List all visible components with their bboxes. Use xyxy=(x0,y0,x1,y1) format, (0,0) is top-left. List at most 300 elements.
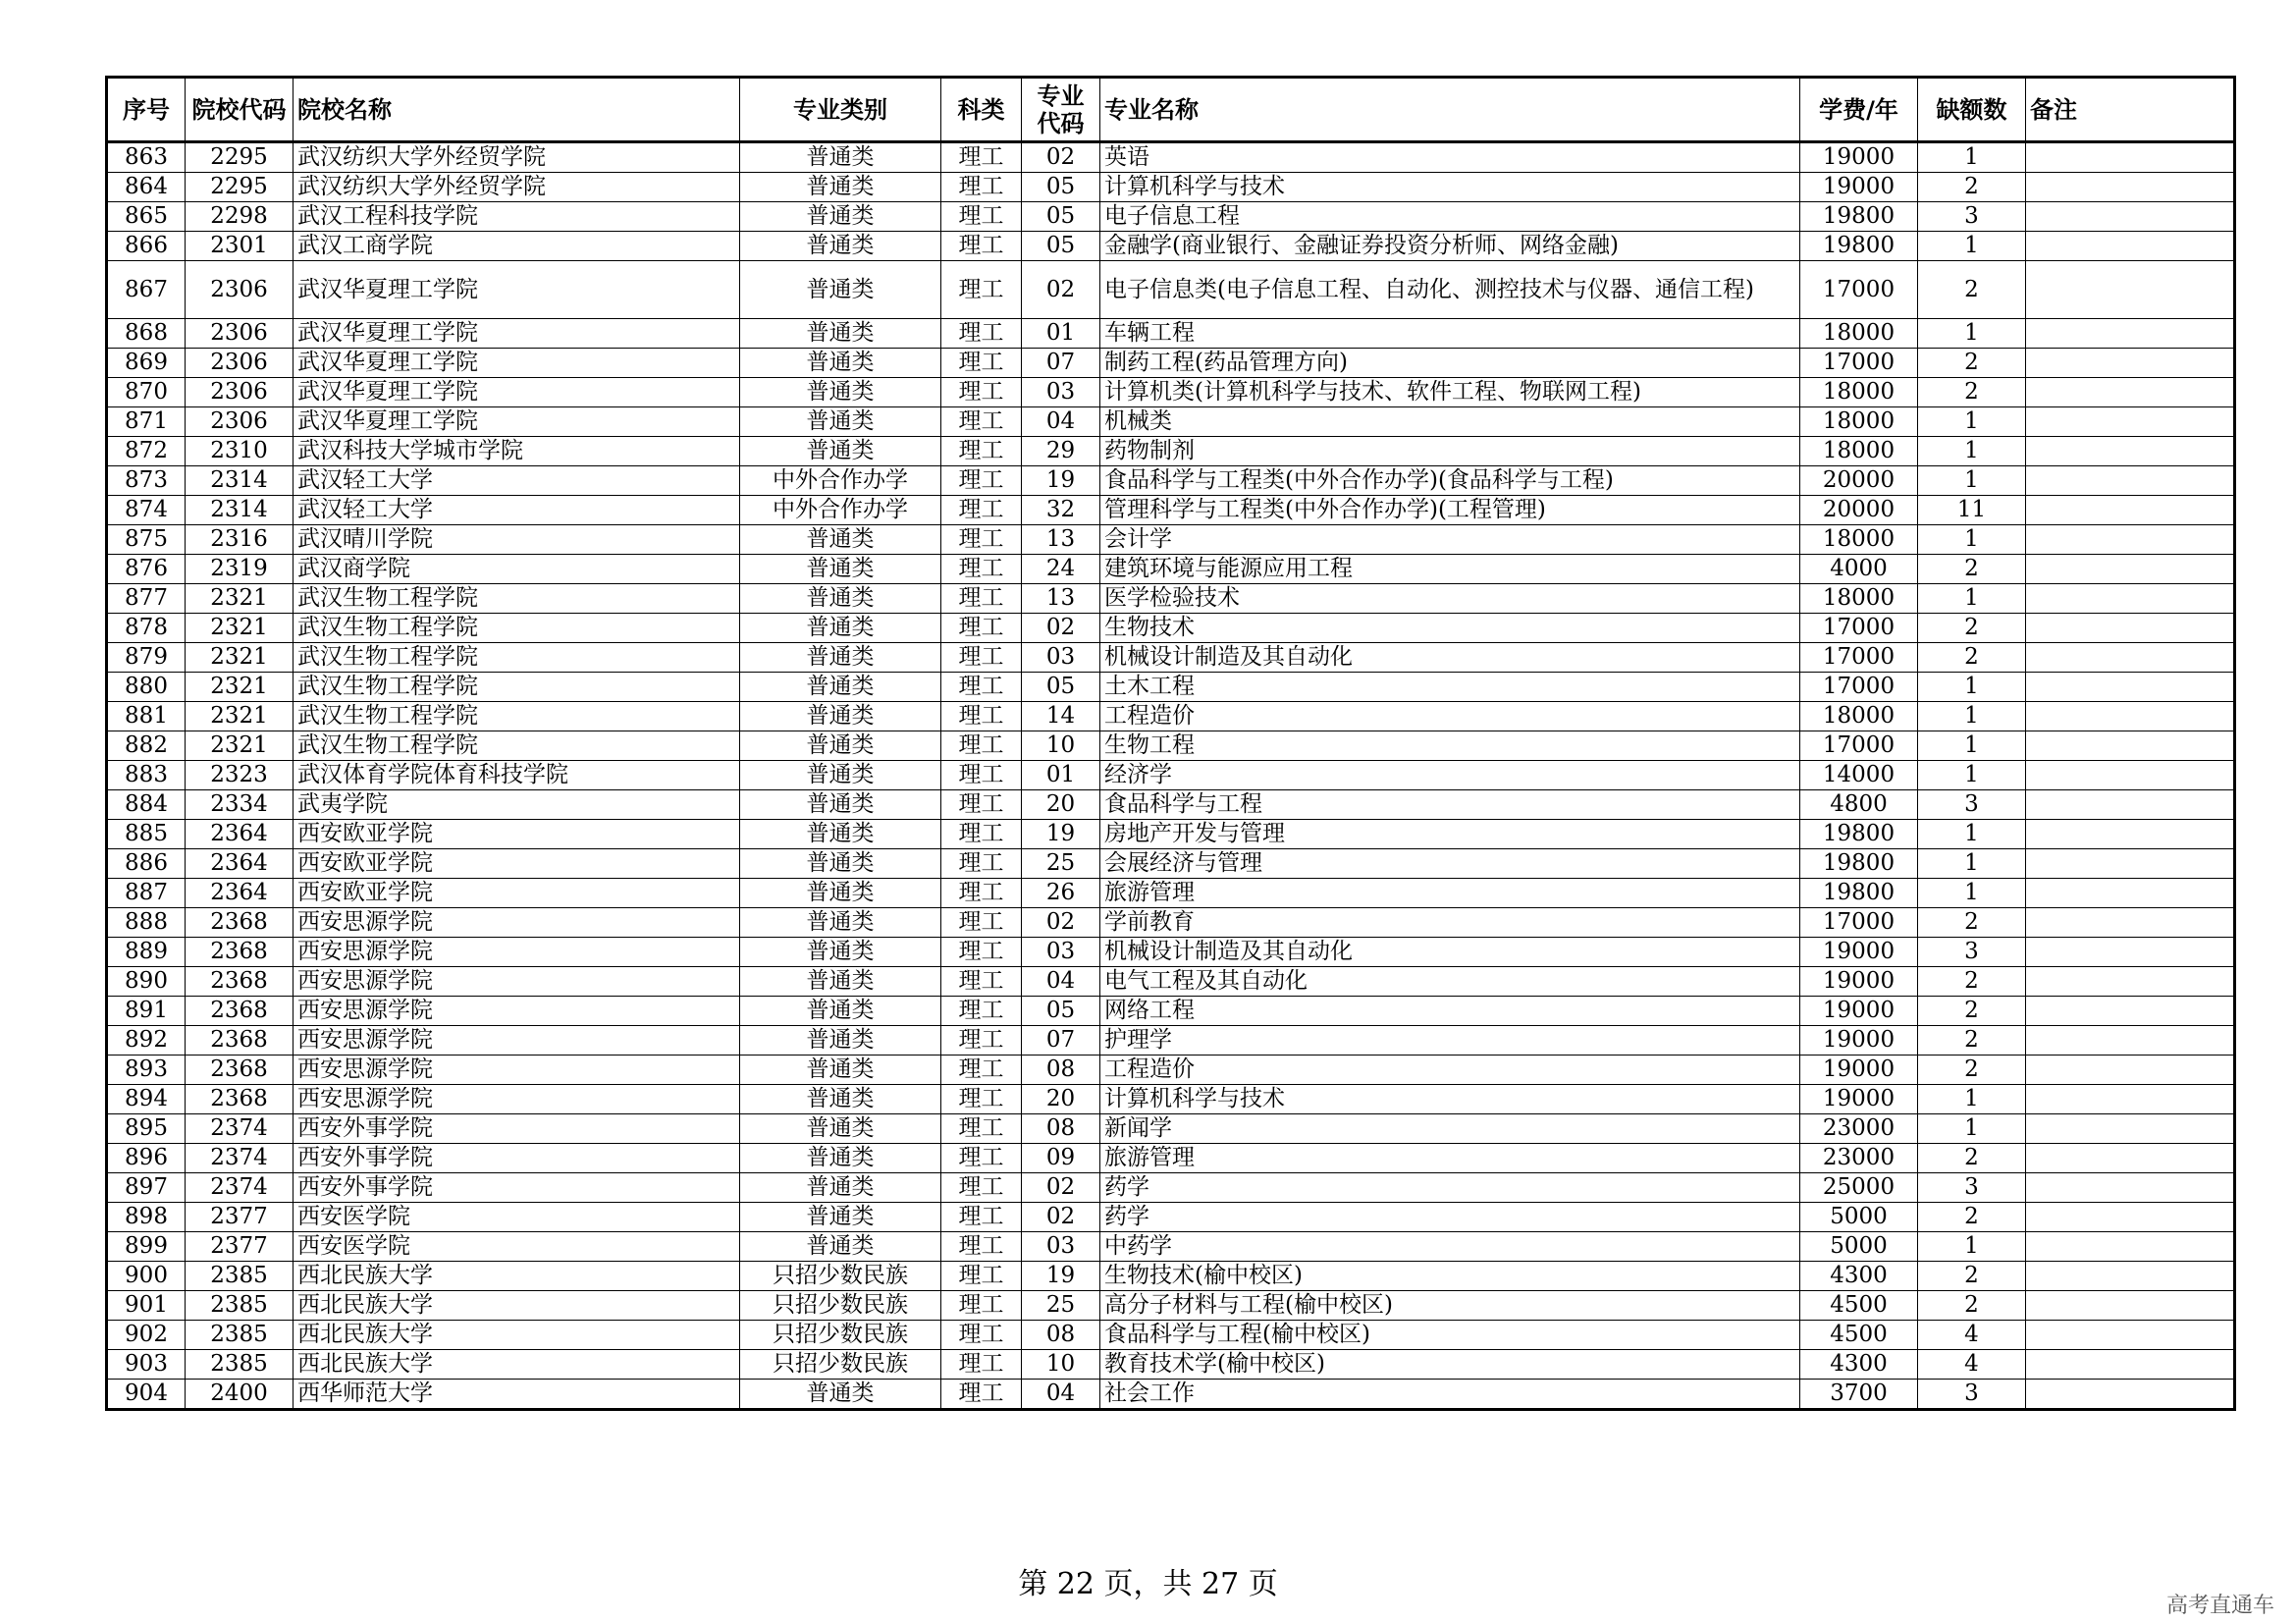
cell-school-name: 武汉华夏理工学院 xyxy=(294,261,740,319)
cell-major-name: 会展经济与管理 xyxy=(1100,849,1800,879)
cell-index: 902 xyxy=(107,1321,186,1350)
cell-index: 867 xyxy=(107,261,186,319)
cell-school-code: 2316 xyxy=(186,525,294,555)
cell-tuition: 17000 xyxy=(1800,261,1918,319)
cell-category: 普通类 xyxy=(740,232,941,261)
cell-major-name: 护理学 xyxy=(1100,1026,1800,1056)
cell-index: 888 xyxy=(107,908,186,938)
cell-school-code: 2385 xyxy=(186,1321,294,1350)
cell-remark xyxy=(2026,1291,2235,1321)
cell-school-code: 2295 xyxy=(186,173,294,202)
cell-major-code: 13 xyxy=(1022,584,1100,614)
cell-tuition: 18000 xyxy=(1800,437,1918,466)
table-row xyxy=(107,319,2235,349)
header-remark: 备注 xyxy=(2026,78,2235,142)
table-row xyxy=(107,614,2235,643)
cell-vacancy: 1 xyxy=(1918,673,2026,702)
cell-tuition: 19000 xyxy=(1800,173,1918,202)
table-row xyxy=(107,1173,2235,1203)
cell-tuition: 3700 xyxy=(1800,1380,1918,1410)
table-row xyxy=(107,142,2235,173)
cell-school-code: 2385 xyxy=(186,1350,294,1380)
cell-school-name: 西安思源学院 xyxy=(294,1026,740,1056)
table-row xyxy=(107,232,2235,261)
cell-school-name: 武汉轻工大学 xyxy=(294,496,740,525)
cell-category: 普通类 xyxy=(740,584,941,614)
cell-vacancy: 4 xyxy=(1918,1321,2026,1350)
cell-index: 889 xyxy=(107,938,186,967)
cell-category: 普通类 xyxy=(740,731,941,761)
cell-major-code: 10 xyxy=(1022,1350,1100,1380)
cell-vacancy: 2 xyxy=(1918,555,2026,584)
cell-subject-type: 理工 xyxy=(941,614,1022,643)
cell-major-code: 14 xyxy=(1022,702,1100,731)
cell-major-name: 食品科学与工程类(中外合作办学)(食品科学与工程) xyxy=(1100,466,1800,496)
cell-major-code: 03 xyxy=(1022,643,1100,673)
header-school-code: 院校代码 xyxy=(186,78,294,142)
cell-subject-type: 理工 xyxy=(941,1085,1022,1114)
cell-category: 普通类 xyxy=(740,142,941,173)
cell-school-code: 2400 xyxy=(186,1380,294,1410)
cell-tuition: 19800 xyxy=(1800,879,1918,908)
cell-major-code: 19 xyxy=(1022,820,1100,849)
cell-school-code: 2374 xyxy=(186,1114,294,1144)
cell-school-name: 武汉生物工程学院 xyxy=(294,643,740,673)
cell-tuition: 14000 xyxy=(1800,761,1918,790)
cell-subject-type: 理工 xyxy=(941,790,1022,820)
cell-vacancy: 1 xyxy=(1918,525,2026,555)
cell-subject-type: 理工 xyxy=(941,1203,1022,1232)
cell-index: 900 xyxy=(107,1262,186,1291)
cell-tuition: 19000 xyxy=(1800,1085,1918,1114)
cell-index: 899 xyxy=(107,1232,186,1262)
cell-remark xyxy=(2026,849,2235,879)
cell-school-name: 西华师范大学 xyxy=(294,1380,740,1410)
table-row xyxy=(107,938,2235,967)
cell-school-name: 西安思源学院 xyxy=(294,938,740,967)
cell-index: 897 xyxy=(107,1173,186,1203)
table-row xyxy=(107,879,2235,908)
cell-vacancy: 3 xyxy=(1918,1173,2026,1203)
cell-remark xyxy=(2026,761,2235,790)
cell-subject-type: 理工 xyxy=(941,761,1022,790)
cell-subject-type: 理工 xyxy=(941,673,1022,702)
cell-vacancy: 2 xyxy=(1918,173,2026,202)
cell-major-code: 01 xyxy=(1022,761,1100,790)
cell-index: 871 xyxy=(107,407,186,437)
cell-school-code: 2377 xyxy=(186,1232,294,1262)
cell-vacancy: 11 xyxy=(1918,496,2026,525)
cell-index: 865 xyxy=(107,202,186,232)
cell-major-name: 旅游管理 xyxy=(1100,1144,1800,1173)
cell-category: 只招少数民族 xyxy=(740,1291,941,1321)
cell-vacancy: 1 xyxy=(1918,142,2026,173)
cell-index: 875 xyxy=(107,525,186,555)
cell-subject-type: 理工 xyxy=(941,466,1022,496)
cell-school-code: 2314 xyxy=(186,496,294,525)
cell-index: 882 xyxy=(107,731,186,761)
watermark: 高考直通车 xyxy=(2165,1594,2274,1618)
cell-index: 896 xyxy=(107,1144,186,1173)
cell-remark xyxy=(2026,820,2235,849)
cell-category: 普通类 xyxy=(740,319,941,349)
cell-school-name: 西安外事学院 xyxy=(294,1173,740,1203)
cell-remark xyxy=(2026,142,2235,173)
cell-major-code: 25 xyxy=(1022,849,1100,879)
cell-remark xyxy=(2026,938,2235,967)
cell-school-code: 2306 xyxy=(186,378,294,407)
table-row xyxy=(107,1144,2235,1173)
cell-school-code: 2368 xyxy=(186,967,294,997)
cell-index: 876 xyxy=(107,555,186,584)
cell-subject-type: 理工 xyxy=(941,938,1022,967)
cell-major-code: 05 xyxy=(1022,673,1100,702)
cell-remark xyxy=(2026,879,2235,908)
table-row xyxy=(107,673,2235,702)
cell-school-name: 武汉科技大学城市学院 xyxy=(294,437,740,466)
cell-major-code: 02 xyxy=(1022,1173,1100,1203)
table-row xyxy=(107,731,2235,761)
cell-tuition: 4500 xyxy=(1800,1291,1918,1321)
cell-major-code: 25 xyxy=(1022,1291,1100,1321)
cell-subject-type: 理工 xyxy=(941,525,1022,555)
cell-major-code: 08 xyxy=(1022,1321,1100,1350)
cell-school-name: 武汉商学院 xyxy=(294,555,740,584)
cell-vacancy: 2 xyxy=(1918,1291,2026,1321)
cell-major-name: 食品科学与工程(榆中校区) xyxy=(1100,1321,1800,1350)
cell-category: 普通类 xyxy=(740,407,941,437)
cell-category: 普通类 xyxy=(740,437,941,466)
cell-category: 普通类 xyxy=(740,908,941,938)
cell-subject-type: 理工 xyxy=(941,967,1022,997)
header-subject-type: 科类 xyxy=(941,78,1022,142)
admissions-vacancy-table xyxy=(105,76,2236,1411)
cell-index: 903 xyxy=(107,1350,186,1380)
cell-subject-type: 理工 xyxy=(941,1114,1022,1144)
cell-index: 864 xyxy=(107,173,186,202)
cell-school-code: 2321 xyxy=(186,731,294,761)
cell-tuition: 17000 xyxy=(1800,673,1918,702)
cell-major-code: 09 xyxy=(1022,1144,1100,1173)
cell-category: 普通类 xyxy=(740,1144,941,1173)
cell-category: 普通类 xyxy=(740,1232,941,1262)
cell-major-name: 电气工程及其自动化 xyxy=(1100,967,1800,997)
cell-remark xyxy=(2026,584,2235,614)
cell-vacancy: 1 xyxy=(1918,584,2026,614)
cell-subject-type: 理工 xyxy=(941,1291,1022,1321)
cell-subject-type: 理工 xyxy=(941,1144,1022,1173)
table-row xyxy=(107,349,2235,378)
cell-school-code: 2364 xyxy=(186,879,294,908)
cell-tuition: 20000 xyxy=(1800,496,1918,525)
cell-remark xyxy=(2026,1232,2235,1262)
cell-index: 893 xyxy=(107,1056,186,1085)
cell-vacancy: 2 xyxy=(1918,614,2026,643)
cell-category: 普通类 xyxy=(740,849,941,879)
cell-index: 901 xyxy=(107,1291,186,1321)
cell-vacancy: 1 xyxy=(1918,1232,2026,1262)
cell-remark xyxy=(2026,555,2235,584)
cell-tuition: 19800 xyxy=(1800,820,1918,849)
cell-vacancy: 1 xyxy=(1918,761,2026,790)
cell-school-code: 2306 xyxy=(186,319,294,349)
table-row xyxy=(107,1203,2235,1232)
cell-vacancy: 1 xyxy=(1918,232,2026,261)
cell-school-name: 武汉生物工程学院 xyxy=(294,614,740,643)
cell-category: 普通类 xyxy=(740,202,941,232)
cell-index: 880 xyxy=(107,673,186,702)
cell-major-name: 计算机科学与技术 xyxy=(1100,173,1800,202)
header-category: 专业类别 xyxy=(740,78,941,142)
cell-school-code: 2385 xyxy=(186,1262,294,1291)
cell-school-name: 西安欧亚学院 xyxy=(294,879,740,908)
table-row xyxy=(107,1350,2235,1380)
cell-subject-type: 理工 xyxy=(941,820,1022,849)
cell-subject-type: 理工 xyxy=(941,1173,1022,1203)
cell-school-name: 西北民族大学 xyxy=(294,1321,740,1350)
cell-major-code: 02 xyxy=(1022,261,1100,319)
cell-school-name: 西北民族大学 xyxy=(294,1291,740,1321)
cell-remark xyxy=(2026,232,2235,261)
cell-subject-type: 理工 xyxy=(941,407,1022,437)
cell-category: 普通类 xyxy=(740,1203,941,1232)
cell-major-code: 03 xyxy=(1022,378,1100,407)
table-row xyxy=(107,173,2235,202)
cell-major-code: 20 xyxy=(1022,1085,1100,1114)
cell-category: 普通类 xyxy=(740,1056,941,1085)
cell-remark xyxy=(2026,1321,2235,1350)
cell-school-name: 武汉工程科技学院 xyxy=(294,202,740,232)
cell-school-code: 2374 xyxy=(186,1173,294,1203)
cell-subject-type: 理工 xyxy=(941,1380,1022,1410)
cell-index: 887 xyxy=(107,879,186,908)
cell-tuition: 4300 xyxy=(1800,1350,1918,1380)
table-row xyxy=(107,1380,2235,1410)
cell-major-name: 工程造价 xyxy=(1100,1056,1800,1085)
cell-major-name: 机械设计制造及其自动化 xyxy=(1100,643,1800,673)
table-row xyxy=(107,525,2235,555)
cell-major-name: 土木工程 xyxy=(1100,673,1800,702)
cell-school-name: 西安思源学院 xyxy=(294,1056,740,1085)
cell-major-code: 01 xyxy=(1022,319,1100,349)
cell-vacancy: 2 xyxy=(1918,1203,2026,1232)
cell-major-name: 药物制剂 xyxy=(1100,437,1800,466)
cell-remark xyxy=(2026,407,2235,437)
cell-school-code: 2321 xyxy=(186,702,294,731)
cell-index: 874 xyxy=(107,496,186,525)
cell-index: 884 xyxy=(107,790,186,820)
cell-major-code: 03 xyxy=(1022,1232,1100,1262)
cell-remark xyxy=(2026,997,2235,1026)
cell-tuition: 19000 xyxy=(1800,142,1918,173)
cell-subject-type: 理工 xyxy=(941,173,1022,202)
cell-vacancy: 2 xyxy=(1918,349,2026,378)
cell-index: 881 xyxy=(107,702,186,731)
cell-vacancy: 2 xyxy=(1918,1144,2026,1173)
cell-index: 877 xyxy=(107,584,186,614)
cell-category: 普通类 xyxy=(740,997,941,1026)
cell-subject-type: 理工 xyxy=(941,232,1022,261)
cell-remark xyxy=(2026,731,2235,761)
cell-vacancy: 1 xyxy=(1918,437,2026,466)
cell-tuition: 25000 xyxy=(1800,1173,1918,1203)
cell-school-code: 2319 xyxy=(186,555,294,584)
cell-vacancy: 1 xyxy=(1918,702,2026,731)
cell-index: 866 xyxy=(107,232,186,261)
cell-tuition: 19800 xyxy=(1800,232,1918,261)
cell-remark xyxy=(2026,319,2235,349)
header-major-code: 专业代码 xyxy=(1022,78,1100,142)
cell-remark xyxy=(2026,673,2235,702)
cell-major-code: 04 xyxy=(1022,1380,1100,1410)
cell-tuition: 19000 xyxy=(1800,967,1918,997)
cell-major-code: 05 xyxy=(1022,202,1100,232)
cell-vacancy: 2 xyxy=(1918,1026,2026,1056)
cell-tuition: 17000 xyxy=(1800,349,1918,378)
cell-remark xyxy=(2026,261,2235,319)
cell-subject-type: 理工 xyxy=(941,1350,1022,1380)
table-header-row xyxy=(107,78,2235,142)
cell-major-code: 19 xyxy=(1022,466,1100,496)
cell-tuition: 18000 xyxy=(1800,584,1918,614)
cell-major-name: 食品科学与工程 xyxy=(1100,790,1800,820)
cell-school-name: 武汉生物工程学院 xyxy=(294,731,740,761)
table-row xyxy=(107,555,2235,584)
cell-category: 普通类 xyxy=(740,938,941,967)
cell-school-code: 2364 xyxy=(186,820,294,849)
cell-school-name: 武汉华夏理工学院 xyxy=(294,319,740,349)
cell-vacancy: 2 xyxy=(1918,643,2026,673)
cell-major-name: 英语 xyxy=(1100,142,1800,173)
cell-school-code: 2377 xyxy=(186,1203,294,1232)
cell-index: 885 xyxy=(107,820,186,849)
cell-school-code: 2368 xyxy=(186,908,294,938)
cell-remark xyxy=(2026,643,2235,673)
cell-major-code: 19 xyxy=(1022,1262,1100,1291)
cell-school-name: 武汉华夏理工学院 xyxy=(294,378,740,407)
cell-subject-type: 理工 xyxy=(941,1232,1022,1262)
cell-major-name: 学前教育 xyxy=(1100,908,1800,938)
cell-major-code: 02 xyxy=(1022,908,1100,938)
cell-school-code: 2368 xyxy=(186,997,294,1026)
cell-vacancy: 1 xyxy=(1918,731,2026,761)
cell-category: 普通类 xyxy=(740,261,941,319)
cell-school-code: 2364 xyxy=(186,849,294,879)
cell-tuition: 4300 xyxy=(1800,1262,1918,1291)
cell-major-name: 工程造价 xyxy=(1100,702,1800,731)
cell-school-code: 2368 xyxy=(186,938,294,967)
cell-major-code: 04 xyxy=(1022,967,1100,997)
cell-major-code: 07 xyxy=(1022,1026,1100,1056)
table-row xyxy=(107,849,2235,879)
cell-remark xyxy=(2026,1173,2235,1203)
cell-subject-type: 理工 xyxy=(941,997,1022,1026)
cell-remark xyxy=(2026,702,2235,731)
cell-major-name: 机械设计制造及其自动化 xyxy=(1100,938,1800,967)
cell-remark xyxy=(2026,1026,2235,1056)
table-row xyxy=(107,908,2235,938)
table-row xyxy=(107,496,2235,525)
cell-school-code: 2321 xyxy=(186,643,294,673)
table-row xyxy=(107,997,2235,1026)
cell-tuition: 17000 xyxy=(1800,643,1918,673)
cell-vacancy: 3 xyxy=(1918,938,2026,967)
table-row xyxy=(107,1114,2235,1144)
cell-school-code: 2334 xyxy=(186,790,294,820)
table-row xyxy=(107,202,2235,232)
cell-tuition: 20000 xyxy=(1800,466,1918,496)
cell-school-code: 2321 xyxy=(186,584,294,614)
cell-remark xyxy=(2026,967,2235,997)
cell-category: 普通类 xyxy=(740,1114,941,1144)
cell-category: 中外合作办学 xyxy=(740,466,941,496)
cell-school-name: 西安欧亚学院 xyxy=(294,820,740,849)
cell-index: 868 xyxy=(107,319,186,349)
cell-major-code: 02 xyxy=(1022,614,1100,643)
cell-major-name: 网络工程 xyxy=(1100,997,1800,1026)
cell-school-name: 武汉纺织大学外经贸学院 xyxy=(294,173,740,202)
cell-remark xyxy=(2026,202,2235,232)
cell-index: 898 xyxy=(107,1203,186,1232)
cell-school-code: 2368 xyxy=(186,1085,294,1114)
table-row xyxy=(107,1262,2235,1291)
cell-category: 普通类 xyxy=(740,378,941,407)
cell-vacancy: 1 xyxy=(1918,820,2026,849)
cell-remark xyxy=(2026,525,2235,555)
cell-vacancy: 2 xyxy=(1918,967,2026,997)
cell-tuition: 19000 xyxy=(1800,1056,1918,1085)
cell-index: 895 xyxy=(107,1114,186,1144)
cell-index: 894 xyxy=(107,1085,186,1114)
cell-tuition: 19800 xyxy=(1800,849,1918,879)
cell-category: 普通类 xyxy=(740,967,941,997)
cell-school-name: 西安思源学院 xyxy=(294,967,740,997)
cell-vacancy: 2 xyxy=(1918,261,2026,319)
table-row xyxy=(107,378,2235,407)
cell-major-name: 教育技术学(榆中校区) xyxy=(1100,1350,1800,1380)
cell-subject-type: 理工 xyxy=(941,555,1022,584)
cell-category: 普通类 xyxy=(740,643,941,673)
cell-major-name: 生物技术(榆中校区) xyxy=(1100,1262,1800,1291)
cell-vacancy: 2 xyxy=(1918,1056,2026,1085)
cell-remark xyxy=(2026,349,2235,378)
cell-index: 891 xyxy=(107,997,186,1026)
cell-subject-type: 理工 xyxy=(941,643,1022,673)
cell-school-code: 2306 xyxy=(186,349,294,378)
cell-subject-type: 理工 xyxy=(941,1262,1022,1291)
cell-major-name: 机械类 xyxy=(1100,407,1800,437)
cell-major-code: 32 xyxy=(1022,496,1100,525)
cell-category: 普通类 xyxy=(740,761,941,790)
cell-major-code: 26 xyxy=(1022,879,1100,908)
cell-major-code: 02 xyxy=(1022,1203,1100,1232)
cell-tuition: 17000 xyxy=(1800,614,1918,643)
cell-index: 892 xyxy=(107,1026,186,1056)
cell-major-code: 24 xyxy=(1022,555,1100,584)
cell-remark xyxy=(2026,1085,2235,1114)
cell-school-name: 武汉体育学院体育科技学院 xyxy=(294,761,740,790)
cell-school-name: 武汉生物工程学院 xyxy=(294,702,740,731)
cell-vacancy: 2 xyxy=(1918,378,2026,407)
cell-school-name: 西安思源学院 xyxy=(294,908,740,938)
cell-tuition: 4500 xyxy=(1800,1321,1918,1350)
cell-remark xyxy=(2026,1350,2235,1380)
cell-vacancy: 1 xyxy=(1918,407,2026,437)
cell-tuition: 19000 xyxy=(1800,938,1918,967)
table-row xyxy=(107,1291,2235,1321)
cell-school-name: 西安欧亚学院 xyxy=(294,849,740,879)
cell-index: 890 xyxy=(107,967,186,997)
